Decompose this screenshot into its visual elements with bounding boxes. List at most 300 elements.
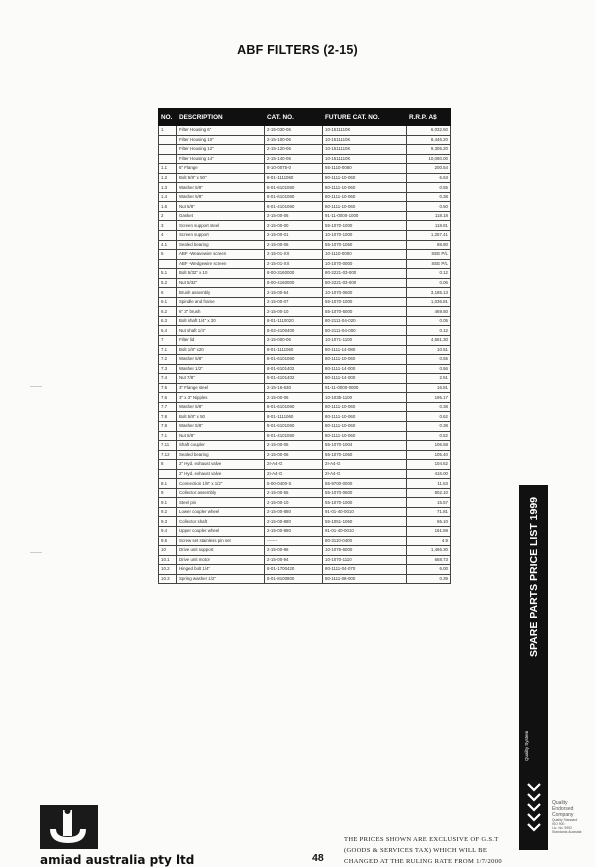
table-cell: 10-1070-0600: [323, 288, 407, 298]
quality-standard-line: Standards Australia: [552, 830, 582, 834]
quality-endorsed-mark: [552, 800, 590, 834]
table-cell: 2I-A4-G: [323, 460, 407, 470]
table-cell: 2-15-140-06: [265, 154, 323, 164]
table-cell: 7.8: [159, 412, 177, 422]
table-cell: Shaft coupler: [177, 441, 265, 451]
table-row: [159, 336, 451, 346]
table-cell: 91-01-40-0010: [323, 507, 407, 517]
table-cell: 0.55: [407, 355, 451, 365]
table-cell: 2-15-100-06: [265, 135, 323, 145]
table-cell: 10-1110-0000: [323, 250, 407, 260]
table-cell: 2-15-00-06: [265, 240, 323, 250]
table-cell: 8-01-6101402: [265, 364, 323, 374]
table-cell: 2-15-01-XX: [265, 259, 323, 269]
table-cell: 80-3110-0400: [323, 536, 407, 546]
table-cell: 80-1111-10-060: [323, 431, 407, 441]
table-cell: 1: [159, 126, 177, 136]
table-cell: 2I-A4-G: [323, 469, 407, 479]
table-row: [159, 297, 451, 307]
table-cell: [159, 145, 177, 155]
table-cell: Connection 1/8" x 1/2": [177, 479, 265, 489]
table-cell: Collector shaft: [177, 517, 265, 527]
table-cell: 80-1111-10-060: [323, 202, 407, 212]
table-cell: 0.06: [407, 278, 451, 288]
table-cell: 2-15-00-06: [265, 211, 323, 221]
table-cell: 3" Flange steel: [177, 383, 265, 393]
table-row: [159, 517, 451, 527]
table-cell: 0.55: [407, 183, 451, 193]
table-cell: Filter Housing 12": [177, 145, 265, 155]
company-name: amiad australia pty ltd: [40, 853, 195, 867]
table-cell: 2-15-00-64: [265, 288, 323, 298]
table-cell: 55-1070-1060: [323, 240, 407, 250]
table-cell: 8-01-6101060: [265, 192, 323, 202]
table-cell: 0.38: [407, 421, 451, 431]
table-cell: 55-1070-1000: [323, 297, 407, 307]
table-cell: 5.1: [159, 269, 177, 279]
table-cell: 0.05: [407, 316, 451, 326]
quality-endorsed-line: Endorsed: [552, 806, 574, 812]
table-cell: 10.1: [159, 555, 177, 565]
table-row: [159, 192, 451, 202]
table-cell: 8: [159, 460, 177, 470]
table-row: [159, 498, 451, 508]
table-cell: 80-2221-03-000: [323, 269, 407, 279]
table-cell: Washer 5/8": [177, 183, 265, 193]
table-cell: 80-1111-10-060: [323, 402, 407, 412]
table-cell: 7.3: [159, 364, 177, 374]
table-cell: 80-1111-14-000: [323, 374, 407, 384]
column-header: FUTURE CAT. NO.: [323, 109, 407, 126]
table-cell: 10-1071-1100: [323, 336, 407, 346]
table-cell: 1.4: [159, 192, 177, 202]
table-cell: Gasket: [177, 211, 265, 221]
table-cell: 2-15-030-06: [265, 126, 323, 136]
table-cell: 6.4: [159, 326, 177, 336]
table-row: [159, 259, 451, 269]
table-cell: Screen support: [177, 231, 265, 241]
table-row: [159, 536, 451, 546]
table-cell: 6.1: [159, 297, 177, 307]
table-cell: 7.4: [159, 374, 177, 384]
table-cell: 6" Flange: [177, 164, 265, 174]
table-cell: 0.38: [407, 192, 451, 202]
table-cell: 8-01-6101060: [265, 402, 323, 412]
table-cell: 55-1070-6000: [323, 307, 407, 317]
table-cell: 2-15-00-94: [265, 555, 323, 565]
table-cell: 8-01-8100800: [265, 574, 323, 584]
table-cell: 0.39: [407, 574, 451, 584]
table-cell: 55-1070-1000: [323, 498, 407, 508]
table-row: [159, 173, 451, 183]
table-cell: Upper coupler wheel: [177, 526, 265, 536]
table-cell: 1.3: [159, 183, 177, 193]
table-cell: 10: [159, 546, 177, 556]
table-cell: 80-2111-04-020: [323, 316, 407, 326]
table-cell: 8-01-1111060: [265, 173, 323, 183]
table-row: [159, 345, 451, 355]
table-cell: 80-1111-10-060: [323, 192, 407, 202]
table-row: [159, 135, 451, 145]
table-cell: 416.00: [407, 469, 451, 479]
table-cell: Bolt shaft 1/4" x 20: [177, 316, 265, 326]
table-row: [159, 202, 451, 212]
table-cell: 9,305.20: [407, 145, 451, 155]
table-cell: 8-01-1110020: [265, 316, 323, 326]
margin-mark: [30, 552, 42, 553]
table-cell: 9.3: [159, 517, 177, 527]
table-cell: 8-01-1111060: [265, 412, 323, 422]
table-row: [159, 154, 451, 164]
table-cell: 2-15-00-55: [265, 488, 323, 498]
table-row: [159, 555, 451, 565]
table-cell: Washer 5/8": [177, 192, 265, 202]
table-header: [159, 109, 451, 126]
table-cell: 7.11: [159, 441, 177, 451]
page-title: ABF FILTERS (2-15): [237, 43, 358, 57]
table-cell: Filter Housing 10": [177, 135, 265, 145]
table-cell: [159, 135, 177, 145]
table-cell: 8-10-0075-0: [265, 164, 323, 174]
table-cell: 10-1070-1000: [323, 231, 407, 241]
column-header: NO.: [159, 109, 177, 126]
table-cell: 8-01-1700420: [265, 565, 323, 575]
table-row: [159, 240, 451, 250]
table-cell: Washer 5/8": [177, 421, 265, 431]
table-cell: 9.4: [159, 526, 177, 536]
table-row: [159, 546, 451, 556]
table-cell: Drive unit support: [177, 546, 265, 556]
table-cell: 2-15-00-01: [265, 231, 323, 241]
table-cell: 2-15-120-06: [265, 145, 323, 155]
table-cell: Filter Housing 14": [177, 154, 265, 164]
table-row: [159, 460, 451, 470]
quality-standard-line: Quality Standard: [552, 818, 578, 822]
table-row: [159, 431, 451, 441]
table-row: [159, 326, 451, 336]
table-cell: 10-1035-1100: [323, 393, 407, 403]
table-row: [159, 393, 451, 403]
table-cell: Nut 5/8": [177, 202, 265, 212]
table-row: [159, 469, 451, 479]
table-cell: 0.56: [407, 364, 451, 374]
table-cell: 8-01-4101060: [265, 431, 323, 441]
quality-standard-line: Lic. No. 9992: [552, 826, 572, 830]
table-cell: 55-1070-0600: [323, 488, 407, 498]
table-row: [159, 231, 451, 241]
table-cell: 6.2: [159, 307, 177, 317]
table-cell: 0.50: [407, 202, 451, 212]
table-cell: Spring washer 1/2": [177, 574, 265, 584]
gst-notice: THE PRICES SHOWN ARE EXCLUSIVE OF G.S.T (GOODS & SERVICES TAX) WHICH WILL BE CHANGED AT THE RULING RATE FROM 1/7/2000: [344, 836, 502, 865]
table-cell: 9.1: [159, 498, 177, 508]
table-cell: 16.81: [407, 383, 451, 393]
table-cell: 55-1070-1004: [323, 441, 407, 451]
table-row: [159, 412, 451, 422]
table-cell: Bolt 5/8" x 50: [177, 412, 265, 422]
table-cell: Bolt 5/8" x 50": [177, 173, 265, 183]
table-cell: 10-1070-0000: [323, 259, 407, 269]
table-row: [159, 374, 451, 384]
table-cell: 7.1: [159, 345, 177, 355]
table-cell: 80-1111-10-060: [323, 173, 407, 183]
table-cell: 80-2221-03-000: [323, 278, 407, 288]
table-cell: SEE P/L: [407, 250, 451, 260]
table-cell: 8-01-6101060: [265, 183, 323, 193]
table-cell: Nut 5/8": [177, 431, 265, 441]
table-cell: 15.57: [407, 498, 451, 508]
table-cell: 118.81: [407, 221, 451, 231]
column-header: CAT. NO.: [265, 109, 323, 126]
table-cell: Collector assembly: [177, 488, 265, 498]
table-cell: 2" Hyd. exhaust valve: [177, 469, 265, 479]
table-cell: 195.17: [407, 393, 451, 403]
table-cell: 1,466.30: [407, 546, 451, 556]
table-cell: Nut shaft 1/4": [177, 326, 265, 336]
table-cell: 55-9700-0000: [323, 479, 407, 489]
table-cell: 80-1111-04-070: [323, 565, 407, 575]
table-cell: 91-11-0000-0000: [323, 383, 407, 393]
table-cell: 8-01-4101402: [265, 374, 323, 384]
table-row: [159, 479, 451, 489]
table-cell: 55-1070-1060: [323, 450, 407, 460]
table-cell: 7.9: [159, 421, 177, 431]
table-cell: 3,185.13: [407, 288, 451, 298]
table-cell: 80-1111-10-060: [323, 183, 407, 193]
table-cell: 1.2: [159, 173, 177, 183]
table-cell: Drive unit motor: [177, 555, 265, 565]
table-cell: Lower coupler wheel: [177, 507, 265, 517]
table-row: [159, 507, 451, 517]
table-row: [159, 145, 451, 155]
margin-mark: [30, 386, 42, 387]
table-cell: 2-15-00-880: [265, 517, 323, 527]
table-cell: 8-01-6101060: [265, 355, 323, 365]
table-row: [159, 383, 451, 393]
table-cell: 1.1: [159, 164, 177, 174]
table-row: [159, 316, 451, 326]
table-row: [159, 183, 451, 193]
table-cell: 80-1111-10-060: [323, 355, 407, 365]
table-cell: 10.3: [159, 574, 177, 584]
table-cell: Steel pin: [177, 498, 265, 508]
table-cell: 2-15-00-880: [265, 526, 323, 536]
table-cell: 9.2: [159, 507, 177, 517]
table-cell: Sealed bearing: [177, 450, 265, 460]
quality-system-label: Quality System: [524, 730, 529, 762]
table-cell: Bolt 5/32" x 10: [177, 269, 265, 279]
table-cell: 200.54: [407, 164, 451, 174]
table-cell: 9.5: [159, 536, 177, 546]
table-cell: 4.9: [407, 536, 451, 546]
table-cell: 668.73: [407, 555, 451, 565]
table-cell: 106.58: [407, 441, 451, 451]
table-cell: 65.10: [407, 517, 451, 527]
table-cell: 469.50: [407, 307, 451, 317]
table-cell: 6.63: [407, 173, 451, 183]
table-cell: 2-15-00-06: [265, 450, 323, 460]
table-cell: 2: [159, 211, 177, 221]
table-cell: 7.5: [159, 383, 177, 393]
table-cell: Washer 5/8": [177, 402, 265, 412]
table-cell: 7.2: [159, 355, 177, 365]
table-cell: 80-1111-08-000: [323, 574, 407, 584]
table-cell: Spindle and frame: [177, 297, 265, 307]
table-header-row: [159, 109, 451, 126]
table-row: [159, 441, 451, 451]
table-cell: 10-1511110K: [323, 126, 407, 136]
table-cell: 10,080.00: [407, 154, 451, 164]
table-cell: 2-15-00-05: [265, 441, 323, 451]
table-cell: Washer 1/2": [177, 364, 265, 374]
table-cell: Filter Housing 6": [177, 126, 265, 136]
table-cell: 8-01-4101060: [265, 202, 323, 212]
table-cell: 91-11-0000-1000: [323, 211, 407, 221]
table-cell: 8-02-4100400: [265, 326, 323, 336]
table-cell: SEE P/L: [407, 259, 451, 269]
table-cell: 802.10: [407, 488, 451, 498]
table-cell: 0.62: [407, 412, 451, 422]
table-row: [159, 364, 451, 374]
table-cell: 7: [159, 336, 177, 346]
table-cell: 7.7: [159, 402, 177, 412]
table-cell: -------: [265, 536, 323, 546]
table-cell: 6: [159, 288, 177, 298]
table-cell: 2I-A4-G: [265, 460, 323, 470]
table-cell: 2-15-00-07: [265, 297, 323, 307]
table-cell: 11.53: [407, 479, 451, 489]
table-cell: 2-15-16-630: [265, 383, 323, 393]
table-cell: Nut 7/8": [177, 374, 265, 384]
table-row: [159, 450, 451, 460]
table-cell: 10.2: [159, 565, 177, 575]
table-cell: 6" 3" brush: [177, 307, 265, 317]
table-row: [159, 211, 451, 221]
table-cell: 8-00-3160000: [265, 269, 323, 279]
table-cell: 5.2: [159, 278, 177, 288]
table-row: [159, 402, 451, 412]
table-cell: 161.59: [407, 526, 451, 536]
table-cell: 10-1076-6000: [323, 546, 407, 556]
table-cell: 4: [159, 231, 177, 241]
table-cell: 80-2111-04-000: [323, 326, 407, 336]
table-row: [159, 250, 451, 260]
table-row: [159, 307, 451, 317]
table-cell: ABF -Wedgewire screen: [177, 259, 265, 269]
table-cell: 55-1110-0060: [323, 164, 407, 174]
table-cell: 4,561.30: [407, 336, 451, 346]
table-cell: 80-1111-10-060: [323, 412, 407, 422]
table-row: [159, 221, 451, 231]
table-cell: 80-1111-14-000: [323, 364, 407, 374]
table-cell: Hinged bolt 1/4": [177, 565, 265, 575]
quality-standard-line: ISO 900: [552, 822, 565, 826]
table-cell: 2-15-00-00: [265, 221, 323, 231]
table-cell: 55-1051-1060: [323, 517, 407, 527]
table-cell: 71.81: [407, 507, 451, 517]
table-cell: 8.1: [159, 479, 177, 489]
table-cell: 2-15-00-96: [265, 546, 323, 556]
table-cell: Washer 5/8": [177, 355, 265, 365]
table-body: [159, 126, 451, 584]
table-cell: 88.80: [407, 240, 451, 250]
table-cell: Brush assembly: [177, 288, 265, 298]
table-cell: Bolt 1/8" x20: [177, 345, 265, 355]
table-cell: 8-01-6101060: [265, 421, 323, 431]
table-cell: 0.12: [407, 269, 451, 279]
table-cell: 10-1511110K: [323, 154, 407, 164]
table-row: [159, 269, 451, 279]
table-cell: 2-15-01-XX: [265, 250, 323, 260]
table-cell: ABF -Weavewire screen: [177, 250, 265, 260]
column-header: R.R.P. A$: [407, 109, 451, 126]
quality-endorsed-line: Company: [552, 812, 574, 818]
table-row: [159, 355, 451, 365]
table-row: [159, 526, 451, 536]
table-cell: 10-1511110K: [323, 135, 407, 145]
table-cell: 0.12: [407, 326, 451, 336]
table-cell: 2.51: [407, 374, 451, 384]
table-cell: 0.52: [407, 431, 451, 441]
table-cell: 8-01-1111060: [265, 345, 323, 355]
table-cell: 2-15-00-880: [265, 507, 323, 517]
table-cell: 6.3: [159, 316, 177, 326]
table-cell: 55-1070-1000: [323, 221, 407, 231]
table-cell: 80-1111-10-060: [323, 421, 407, 431]
table-cell: 2" Hyd. exhaust valve: [177, 460, 265, 470]
table-cell: 3: [159, 221, 177, 231]
table-cell: 10.51: [407, 345, 451, 355]
table-cell: 6.00: [407, 565, 451, 575]
quality-endorsed-line: Quality: [552, 800, 568, 806]
amiad-logo-icon: [40, 805, 98, 849]
table-cell: 105.40: [407, 450, 451, 460]
table-cell: 5-00-0400-S: [265, 479, 323, 489]
table-cell: 118.18: [407, 211, 451, 221]
page-number: 48: [312, 852, 324, 864]
table-cell: Nut 5/32": [177, 278, 265, 288]
table-cell: 7.12: [159, 450, 177, 460]
table-cell: Screen support steel: [177, 221, 265, 231]
table-cell: [159, 469, 177, 479]
table-cell: 1,257.41: [407, 231, 451, 241]
parts-price-table: [158, 108, 451, 584]
table-cell: 7.1: [159, 431, 177, 441]
table-cell: 8-00-4160000: [265, 278, 323, 288]
table-cell: 9: [159, 488, 177, 498]
table-cell: 5: [159, 250, 177, 260]
table-cell: 10-1070-1110: [323, 555, 407, 565]
table-cell: 80-1111-14-080: [323, 345, 407, 355]
table-cell: 0.38: [407, 402, 451, 412]
table-cell: [159, 154, 177, 164]
table-row: [159, 288, 451, 298]
table-cell: [159, 259, 177, 269]
table-row: [159, 278, 451, 288]
side-banner-text: SPARE PARTS PRICE LIST 1999: [527, 496, 540, 658]
chevron-pattern-icon: [526, 780, 542, 836]
table-cell: 2-15-000-06: [265, 336, 323, 346]
table-row: [159, 421, 451, 431]
table-cell: 2-15-00-10: [265, 307, 323, 317]
table-cell: 8,446.20: [407, 135, 451, 145]
table-cell: 3" x 3" Nipples: [177, 393, 265, 403]
table-cell: Sealed bearing: [177, 240, 265, 250]
table-cell: 1,036.81: [407, 297, 451, 307]
table-row: [159, 565, 451, 575]
table-cell: 2I-A4-G: [265, 469, 323, 479]
table-cell: Filter lid: [177, 336, 265, 346]
